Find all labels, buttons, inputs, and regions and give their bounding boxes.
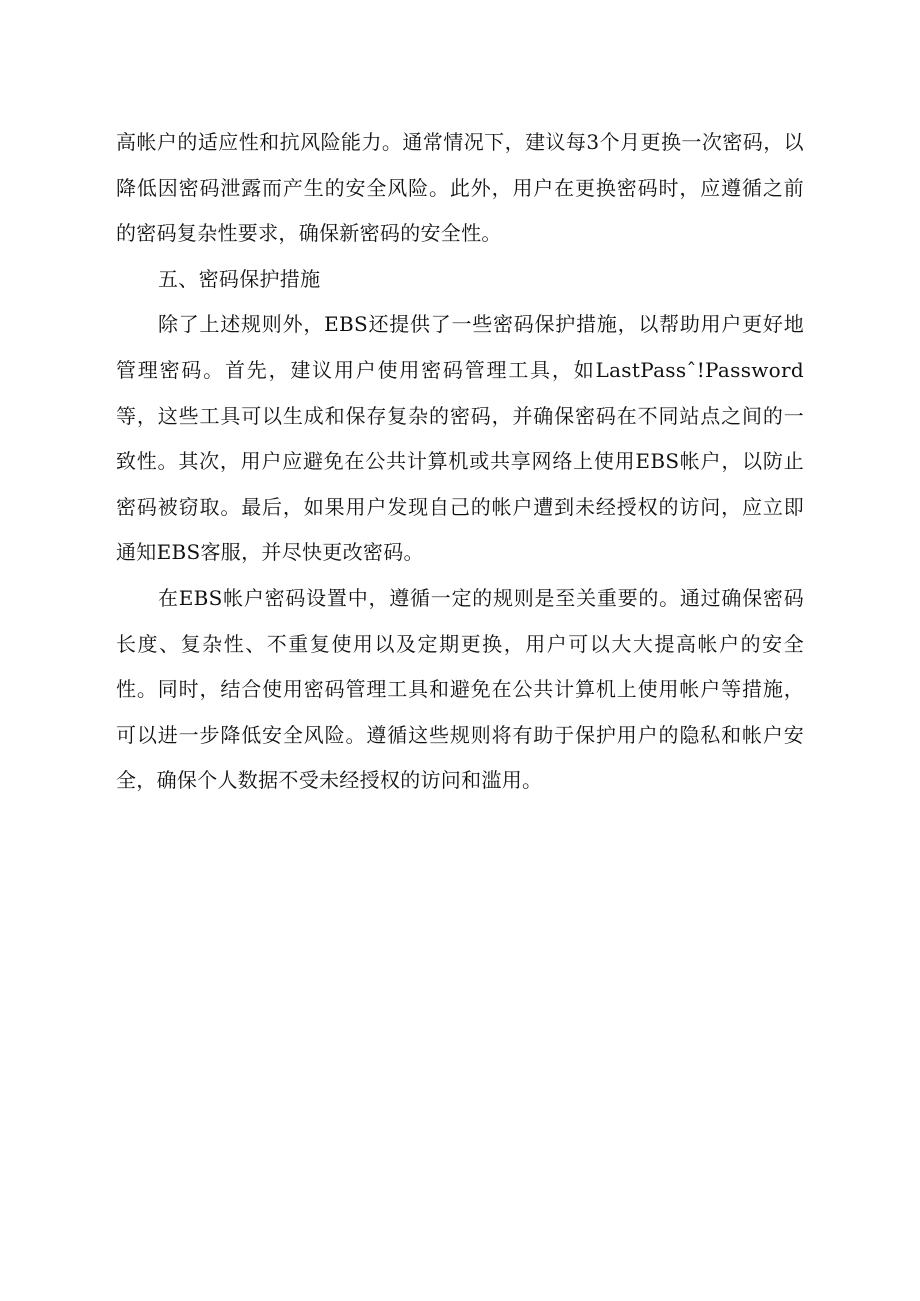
paragraph-password-rotation: 高帐户的适应性和抗风险能力。通常情况下，建议每3个月更换一次密码，以降低因密码泄露而产生的安全风险。此外，用户在更换密码时，应遵循之前的密码复杂性要求，确保新密码的安全性。 [116,130,804,246]
section-heading-password-protection: 五、密码保护措施 [158,266,321,291]
document-body [116,120,804,804]
paragraph-conclusion: 在EBS帐户密码设置中，遵循一定的规则是至关重要的。通过确保密码长度、复杂性、不重复使用以及定期更换，用户可以大大提高帐户的安全性。同时，结合使用密码管理工具和避免在公共计算机上使用帐户等措施，可以进一步降低安全风险。遵循这些规则将有助于保护用户的隐私和帐户安全，确保个人数据不受未经授权的访问和滥用。 [116,585,804,793]
paragraph-protection-measures: 除了上述规则外，EBS还提供了一些密码保护措施，以帮助用户更好地管理密码。首先，建议用户使用密码管理工具，如LastPassˆ!Password等，这些工具可以生成和保存复杂的密码，并确保密码在不同站点之间的一致性。其次，用户应避免在公共计算机或共享网络上使用EBS帐户，以防止密码被窃取。最后，如果用户发现自己的帐户遭到未经授权的访问，应立即通知EBS客服，并尽快更改密码。 [116,312,804,565]
